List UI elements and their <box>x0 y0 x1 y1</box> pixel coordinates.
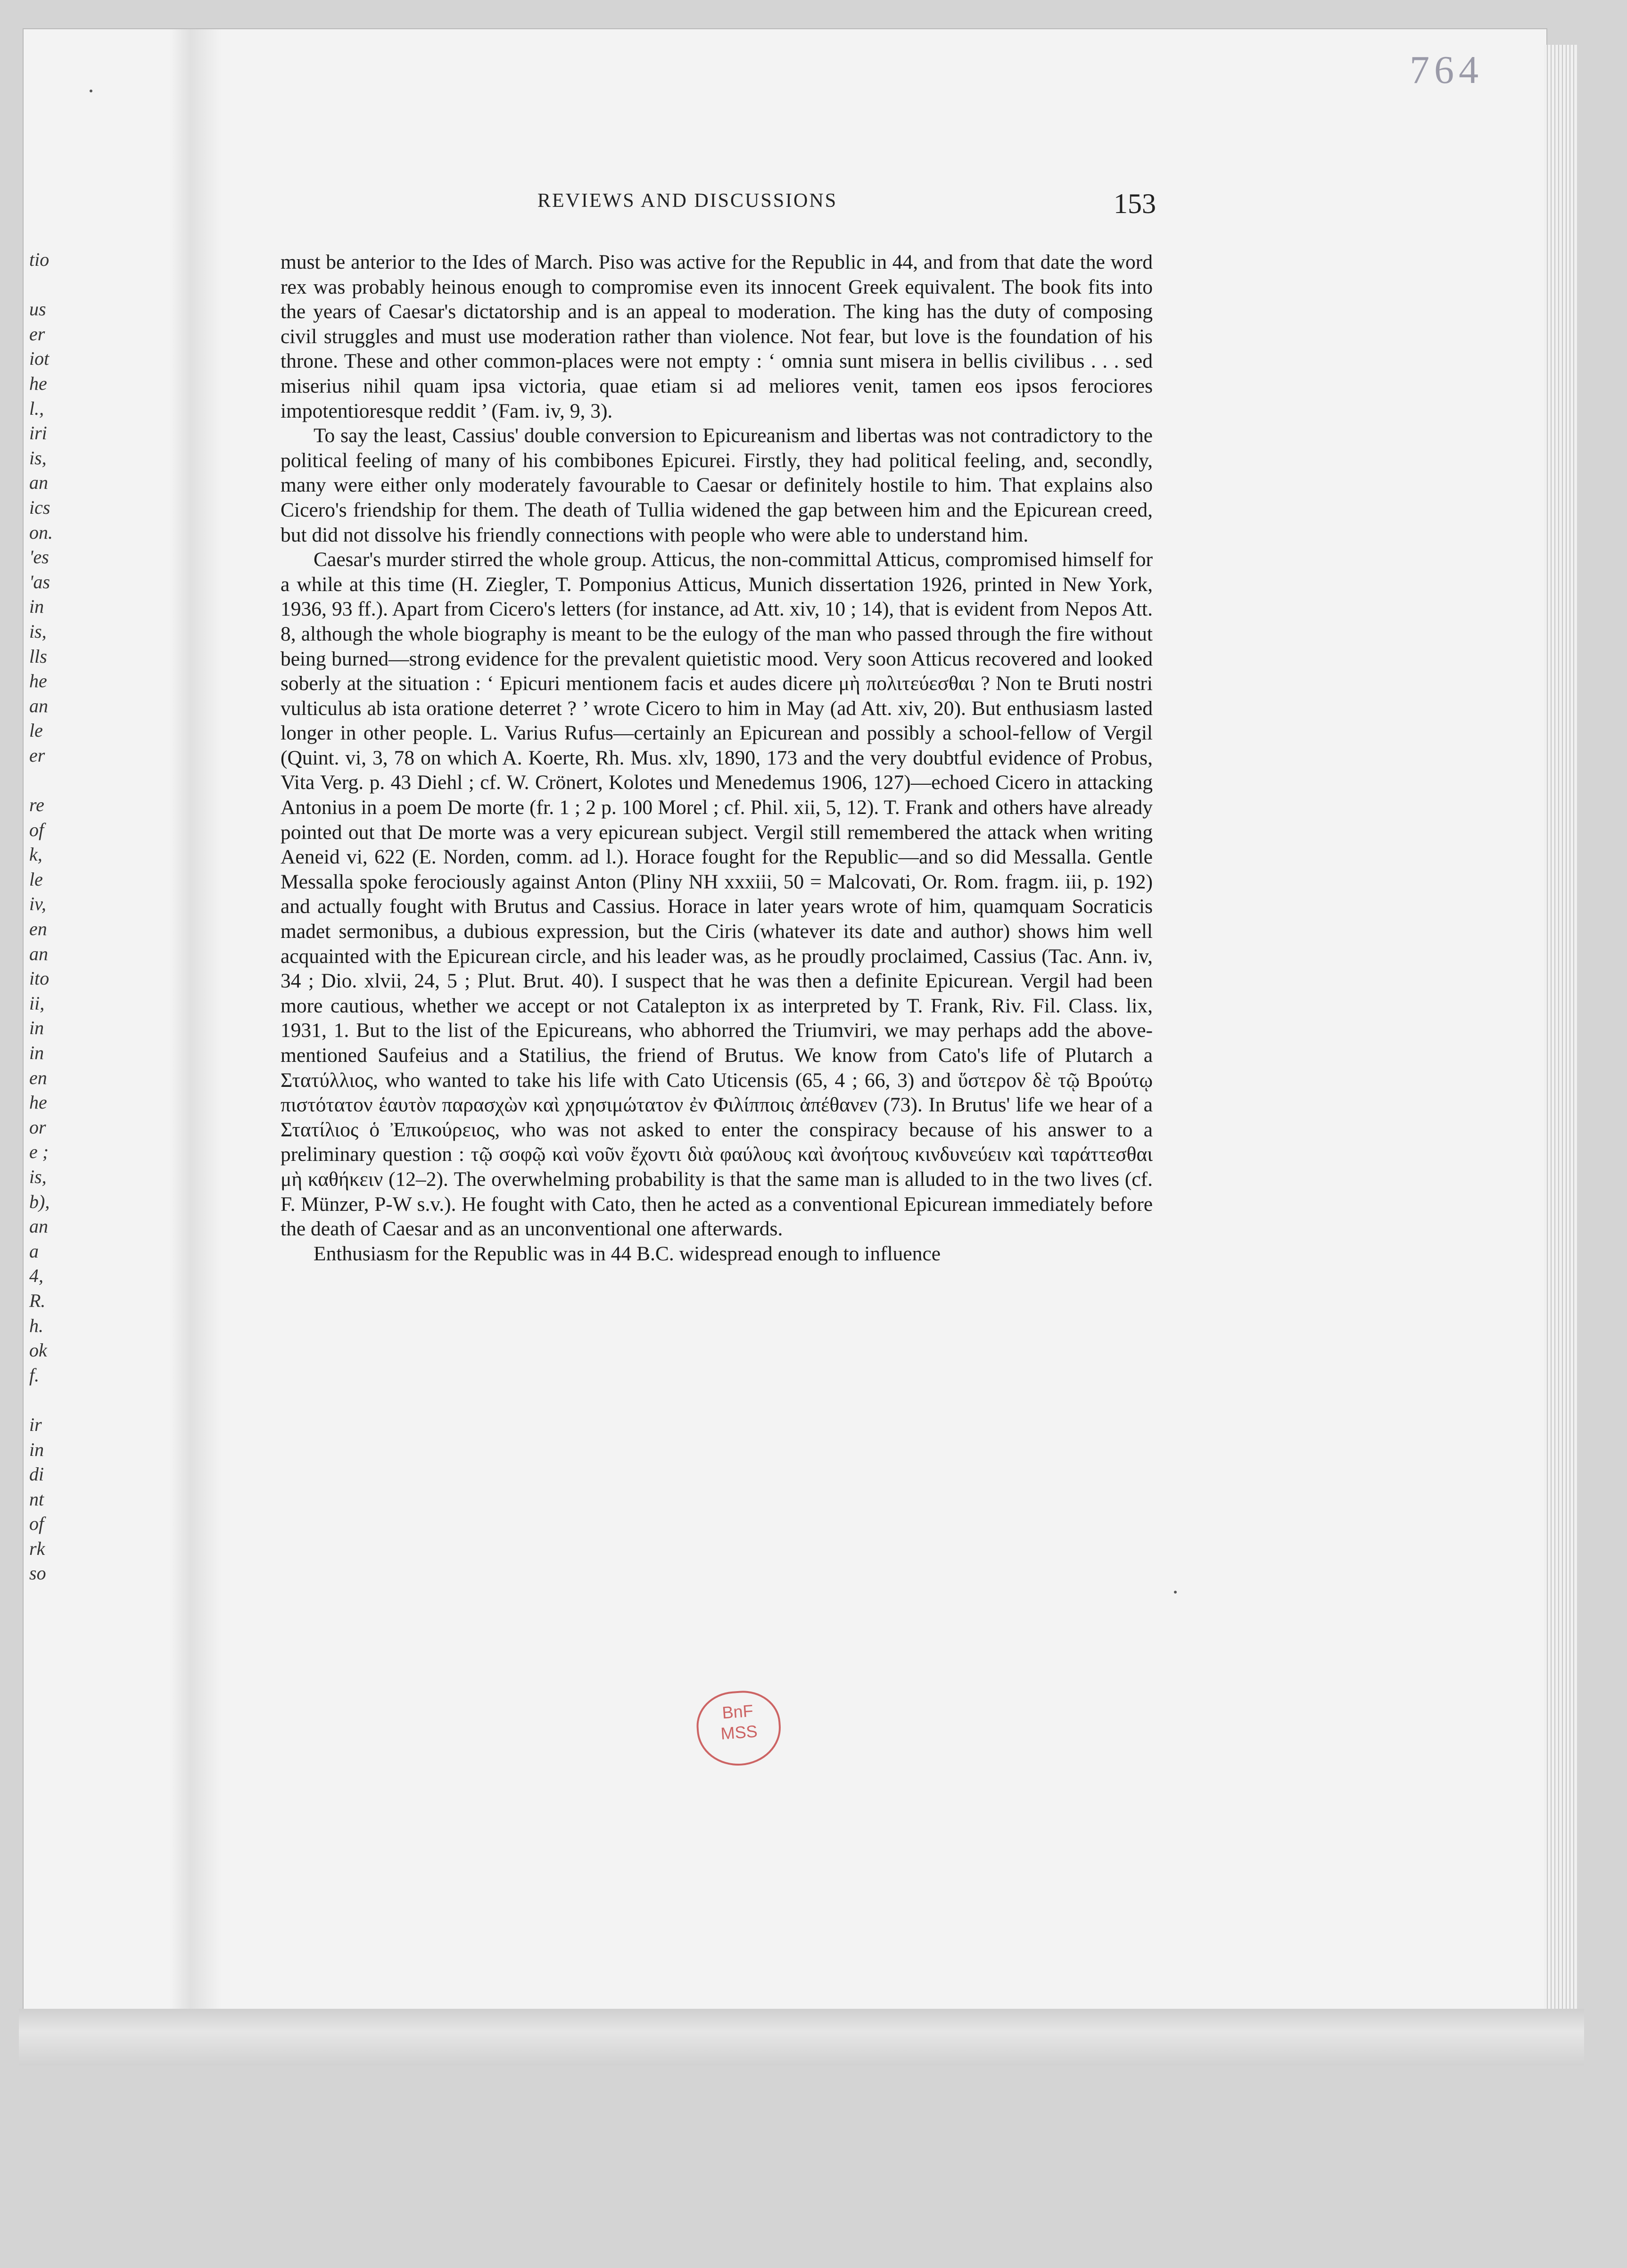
margin-fragment: en <box>29 1067 47 1088</box>
margin-fragment: so <box>29 1562 46 1584</box>
page-number: 153 <box>1114 188 1156 219</box>
margin-fragment <box>29 1388 62 1413</box>
margin-fragment: an <box>29 943 48 964</box>
margin-fragment: is, <box>29 620 47 642</box>
margin-fragment: di <box>29 1463 44 1485</box>
margin-fragment: f. <box>29 1364 40 1386</box>
margin-fragment: an <box>29 1216 48 1237</box>
margin-fragment: he <box>29 670 47 692</box>
margin-fragment: 'es <box>29 546 49 568</box>
previous-page-margin-text <box>29 247 62 1586</box>
margin-fragment: le <box>29 720 43 741</box>
margin-fragment: ir <box>29 1413 42 1435</box>
margin-fragment: re <box>29 794 44 816</box>
margin-fragment: tio <box>29 249 50 270</box>
margin-fragment: en <box>29 918 47 940</box>
margin-fragment: ok <box>29 1339 47 1361</box>
margin-fragment: 4, <box>29 1265 43 1287</box>
paragraph: To say the least, Cassius' double conversion to Epicureanism and libertas was not contradictory to the political feeling of many of his combibones Epicurei. Firstly, they had political feeling, and, secondly, many were either only moderately favourable to Caesar or definitely hostile to him. That explains also Cicero's friendship for them. The death of Tullia widened the gap between him and the Epicurean creed, but did not dissolve his friendly connections with people who were able to understand him. <box>281 424 1153 546</box>
article-body <box>281 250 1153 1266</box>
scan-speck <box>1174 1591 1177 1594</box>
margin-fragment: in <box>29 1438 44 1460</box>
margin-fragment: nt <box>29 1488 44 1510</box>
margin-fragment: of <box>29 1513 44 1535</box>
margin-fragment: a <box>29 1240 39 1262</box>
margin-fragment: ii, <box>29 992 45 1014</box>
margin-fragment: R. <box>29 1290 46 1311</box>
margin-fragment: on. <box>29 521 53 543</box>
margin-fragment: an <box>29 472 48 493</box>
margin-fragment: er <box>29 323 45 345</box>
margin-fragment: he <box>29 1092 47 1113</box>
margin-fragment: iot <box>29 348 50 370</box>
margin-fragment: us <box>29 298 46 320</box>
margin-fragment: er <box>29 744 45 766</box>
gutter-shadow <box>170 29 222 2009</box>
paragraph: Caesar's murder stirred the whole group. Atticus, the non-committal Atticus, compromised himself for a while at this time (H. Ziegler, T. Pomponius Atticus, Munich dissertation 1926, printed in New York, 1936, 93 ff.). Apart from Cicero's letters (for instance, ad Att. xiv, 10 ; 14), that is evident from Nepos Att. 8, although the whole biography is meant to be the eulogy of the man who passed through the fire without being burned—strong evidence for the prevalent quietistic mood. Very soon Atticus recovered and looked soberly at the situation : ‘ Epicuri mentionem facis et audes dicere μὴ πολιτεύεσθαι ? Non te Bruti nostri vulticulus ab ista oratione deterret ? ’ wrote Cicero to him in May (ad Att. xiv, 20). But enthusiasm lasted longer in other people. L. Varius Rufus—certainly an Epicurean and possibly a school-fellow of Vergil (Quint. vi, 3, 78 on which A. Koerte, Rh. Mus. xlv, 1890, 173 and the very doubtful evidence of Probus, Vita Verg. p. 43 Diehl ; cf. W. Crönert, Kolotes und Menedemus 1906, 127)—echoed Cicero in attacking Antonius in a poem De morte (fr. 1 ; 2 p. 100 Morel ; cf. Phil. xii, 5, 12). T. Frank and others have already pointed out that De morte was a very epicurean subject. Vergil still remembered the attack when writing Aeneid vi, 622 (E. Norden, comm. ad l.). Horace fought for the Republic—and so did Messalla. Gentle Messalla spoke ferociously against Anton (Pliny NH xxxiii, 50 = Malcovati, Or. Rom. fragm. iii, p. 192) and actually fought with Brutus and Cassius. Horace in later years wrote of him, quamquam Socraticis madet sermonibus, a dubious expression, but the Ciris (whatever its date and author) shows him well acquainted with the Epicurean circle, and his leader was, as he proudly proclaimed, Cassius (Tac. Ann. iv, 34 ; Dio. xlvii, 24, 5 ; Plut. Brut. 40). I suspect that he was then a definite Epicurean. Vergil had been more cautious, whether we accept or not Catalepton ix as interpreted by T. Frank, Riv. Fil. Class. lix, 1931, 1. But to the list of the Epicureans, who abhorred the Triumviri, we may perhaps add the above-mentioned Saufeius and a Statilius, the friend of Brutus. We know from Cato's life of Plutarch a Στατύλλιος, who wanted to take his life with Cato Uticensis (65, 4 ; 66, 3) and ὕστερον δὲ τῷ Βρούτῳ πιστότατον ἑαυτὸν παρασχὼν καὶ χρησιμώτατον ἐν Φιλίπποις ἀπέθανεν (73). In Brutus' life we hear of a Στατίλιος ὁ Ἐπικούρειος, who was not asked to enter the conspiracy because of his answer to a preliminary question : τῷ σοφῷ καὶ νοῦν ἔχοντι διὰ φαύλους καὶ ἀνοήτους κινδυνεύειν καὶ ταράττεσθαι μὴ καθήκειν (12–2). The overwhelming probability is that the same man is alluded to in the two lives (cf. F. Münzer, P-W s.v.). He fought with Cato, then he acted as a conventional Epicurean immediately before the death of Caesar and as an unconventional one afterwards. <box>281 548 1153 1241</box>
margin-fragment: iv, <box>29 893 46 915</box>
scan-speck <box>90 90 92 92</box>
margin-fragment: lls <box>29 645 47 667</box>
page-stack-edge <box>1544 45 1577 2015</box>
margin-fragment: is, <box>29 1166 47 1187</box>
margin-fragment: ito <box>29 968 50 989</box>
margin-fragment: is, <box>29 447 47 468</box>
margin-fragment <box>29 768 62 793</box>
margin-fragment: he <box>29 372 47 394</box>
paragraph: must be anterior to the Ides of March. Piso was active for the Republic in 44, and from that date the word rex was probably heinous enough to compromise even its innocent Greek equivalent. The book fits into the years of Caesar's dictatorship and is an appeal to moderation. The king has the duty of composing civil struggles and must use moderation rather than violence. Not fear, but love is the foundation of his throne. These and other common-places were not empty : ‘ omnia sunt misera in bellis civilibus . . . sed miserius nihil quam ipsa victoria, quae etiam si ad meliores venit, tamen eos ipsos ferociores impotentioresque reddit ’ (Fam. iv, 9, 3). <box>281 251 1153 422</box>
margin-fragment: in <box>29 1042 44 1063</box>
margin-fragment: k, <box>29 844 42 865</box>
margin-fragment: 'as <box>29 571 50 592</box>
margin-fragment: or <box>29 1116 46 1138</box>
margin-fragment: ics <box>29 496 50 518</box>
paragraph: Enthusiasm for the Republic was in 44 B.C. widespread enough to influence <box>314 1242 941 1265</box>
margin-fragment: h. <box>29 1315 43 1336</box>
page-bottom-edge <box>19 2009 1584 2065</box>
margin-fragment: le <box>29 868 43 890</box>
margin-fragment: l., <box>29 397 44 419</box>
margin-fragment: b), <box>29 1191 50 1212</box>
margin-fragment: in <box>29 1017 44 1039</box>
margin-fragment: iri <box>29 422 47 444</box>
margin-fragment: of <box>29 819 44 840</box>
margin-fragment: rk <box>29 1537 45 1559</box>
stamp-line: MSS <box>720 1721 758 1743</box>
folio-stamp: 764 <box>1410 48 1483 92</box>
margin-fragment: e ; <box>29 1141 49 1163</box>
margin-fragment: in <box>29 596 44 617</box>
stamp-line: BnF <box>721 1701 754 1723</box>
running-head: REVIEWS AND DISCUSSIONS <box>537 190 838 212</box>
margin-fragment <box>29 272 62 297</box>
margin-fragment: an <box>29 695 48 716</box>
